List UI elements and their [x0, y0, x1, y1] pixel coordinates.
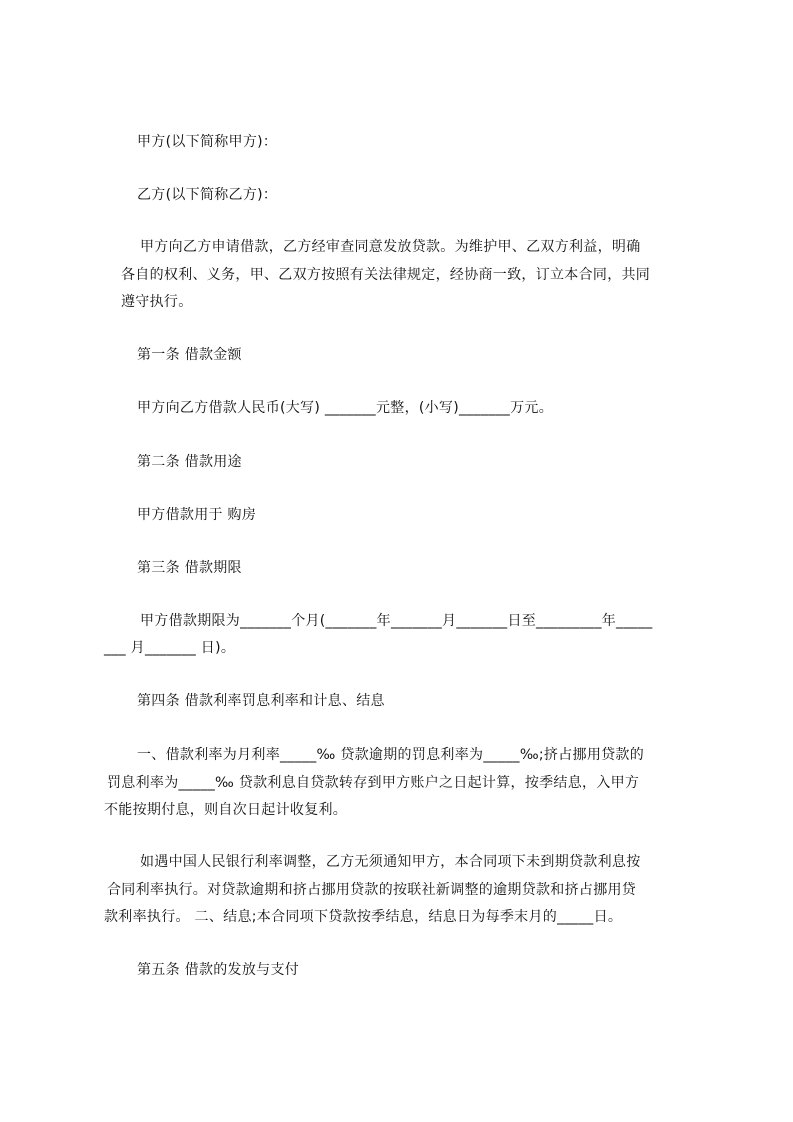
- article4-clause1-line-3: 不能按期付息，则自次日起计收复利。: [104, 802, 348, 818]
- article3-body-line-2: ___ 月_______ 日)。: [104, 640, 236, 656]
- article2-title: 第二条 借款用途: [137, 454, 242, 470]
- article4-clause2-line-1: 如遇中国人民银行利率调整，乙方无须通知甲方，本合同项下未到期贷款利息按: [140, 854, 641, 870]
- article4-clause2-line-3: 款利率执行。 二、结息;本合同项下贷款按季结息，结息日为每季末月的_____日。: [104, 909, 623, 925]
- article1-title: 第一条 借款金额: [137, 347, 242, 363]
- article4-clause2-line-2: 合同利率执行。对贷款逾期和挤占挪用贷款的按联社新调整的逾期贷款和挤占挪用贷: [107, 882, 637, 898]
- article4-title: 第四条 借款利率罚息利率和计息、结息: [137, 693, 385, 709]
- article3-title: 第三条 借款期限: [137, 560, 242, 576]
- article1-body: 甲方向乙方借款人民币(大写) _______元整，(小写)_______万元。: [137, 400, 553, 416]
- party-b-line: 乙方(以下简称乙方)：: [137, 187, 278, 203]
- article4-clause1-line-1: 一、借款利率为月利率_____‰ 贷款逾期的罚息利率为_____‰;挤占挪用贷款的: [137, 747, 645, 763]
- article2-body: 甲方借款用于 购房: [137, 507, 257, 523]
- article3-body-line-1: 甲方借款期限为_______个月(_______年_______月_______日至_________年_____: [140, 613, 653, 629]
- preamble-line-3: 遵守执行。: [121, 294, 193, 310]
- preamble-line-1: 甲方向乙方申请借款，乙方经审查同意发放贷款。为维护甲、乙双方利益，明确: [140, 239, 641, 255]
- preamble-line-2: 各自的权利、义务，甲、乙双方按照有关法律规定，经协商一致，订立本合同，共同: [121, 267, 651, 283]
- article4-clause1-line-2: 罚息利率为_____‰ 贷款利息自贷款转存到甲方账户之日起计算，按季结息，入甲方: [107, 775, 640, 791]
- party-a-line: 甲方(以下简称甲方)：: [137, 134, 278, 150]
- article5-title: 第五条 借款的发放与支付: [137, 962, 300, 978]
